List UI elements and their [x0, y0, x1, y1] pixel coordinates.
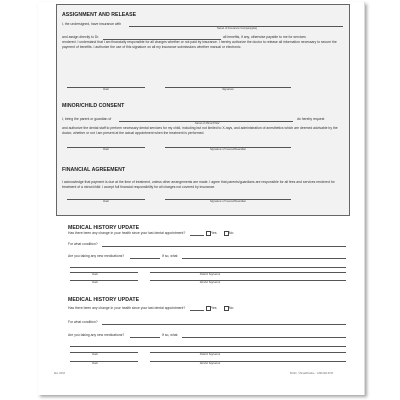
- footer-left: Rev. 03/13: [54, 373, 65, 375]
- history-1-title: MEDICAL HISTORY UPDATE: [68, 225, 140, 231]
- history-2-condition-field[interactable]: [102, 324, 346, 325]
- minor-title: MINOR/CHILD CONSENT: [62, 103, 125, 109]
- minor-name-label: Name of Minor/Child: [194, 122, 220, 125]
- history-1-no-label: No: [229, 231, 234, 235]
- minor-body: and authorize the dental staff to perform necessary dental services for my child, including but not limited to X-rays, and administration of anesthetics which are deemed advisable by the doctor, whether or not I am present at the actual appointment when the treatment is performed.: [62, 126, 338, 135]
- assignment-date-label: Date: [103, 88, 109, 91]
- financial-date-label: Date: [103, 200, 109, 203]
- history-2-yes-label: Yes: [211, 306, 217, 310]
- history-1-question-line: [190, 235, 204, 236]
- history-2-no-label: No: [229, 306, 234, 310]
- assign-dr-text: and assign directly to Dr.: [62, 35, 100, 39]
- assignment-title: ASSIGNMENT AND RELEASE: [62, 12, 137, 18]
- history-1-date-label: Date: [92, 273, 98, 276]
- history-1-yes-label: Yes: [211, 231, 217, 235]
- history-2-condition-label: For what condition?: [68, 320, 98, 324]
- minor-signature-label: Signature of Insured/Guardian: [209, 148, 246, 151]
- history-2-ifso-field[interactable]: [182, 337, 346, 338]
- history-1-ifso-field[interactable]: [182, 258, 346, 259]
- history-1-condition-label: For what condition?: [68, 242, 98, 246]
- history-1-ifso-label: If so, what: [162, 254, 178, 258]
- assignment-signature-label: Signature: [222, 88, 234, 91]
- history-1-meds-label: Are you taking any new medications?: [68, 254, 125, 258]
- history-2-dentist-sig-label: Dentist Signature: [199, 362, 221, 365]
- history-2-meds-label: Are you taking any new medications?: [68, 333, 125, 337]
- assignment-body: rendered. I understand that I am financially responsible for all charges whether or not paid by insurance. I hereby authorize the doctor to release all information necessary to secure the payment of benefits. I authorize the use of this signature on all my insurance submissions whether manual or electronic.: [62, 40, 337, 49]
- history-2-extra-line[interactable]: [70, 346, 346, 347]
- history-1-meds-field[interactable]: [130, 258, 160, 259]
- minor-date-label: Date: [103, 148, 109, 151]
- history-2-meds-field[interactable]: [130, 337, 160, 338]
- financial-body: I acknowledge that payment is due at the time of treatment, unless other arrangements are made. I agree that parents/guardians are responsible for all fees and services rendered for treatment of a minor/child. I accept full financial responsibility for all charges not covered by insurance.: [62, 180, 335, 189]
- history-1-condition-field[interactable]: [102, 246, 346, 247]
- history-2-title: MEDICAL HISTORY UPDATE: [68, 297, 140, 303]
- minor-intro: I, being the parent or guardian of: [62, 117, 112, 121]
- financial-signature-label: Signature of Insured/Guardian: [209, 200, 246, 203]
- consent-box: [56, 4, 350, 216]
- history-1-extra-line[interactable]: [70, 267, 346, 268]
- company-label: Name of Insurance Company(ies): [216, 27, 258, 30]
- assign-dr-text-end: all benefits, if any, otherwise payable to me for services: [223, 35, 306, 39]
- history-1-date2-label: Date: [92, 281, 98, 284]
- history-2-date2-label: Date: [92, 362, 98, 365]
- footer-right: 80143 · ©SmartPractice · 1-800-000-0733: [290, 373, 333, 375]
- history-2-question-line: [190, 310, 204, 311]
- history-1-question: Has there been any change in your health since your last dental appointment?: [68, 231, 186, 235]
- history-1-dentist-sig-label: Dentist Signature: [199, 281, 221, 284]
- history-2-ifso-label: If so, what: [162, 333, 178, 337]
- minor-intro-end: do hereby request: [297, 117, 325, 121]
- history-2-date-label: Date: [92, 353, 98, 356]
- history-2-patient-sig-label: Patient Signature: [199, 353, 221, 356]
- history-1-patient-sig-label: Patient Signature: [199, 273, 221, 276]
- history-2-question: Has there been any change in your health since your last dental appointment?: [68, 306, 186, 310]
- financial-title: FINANCIAL AGREEMENT: [62, 167, 126, 173]
- assignment-intro: I, the undersigned, have insurance with: [62, 22, 121, 26]
